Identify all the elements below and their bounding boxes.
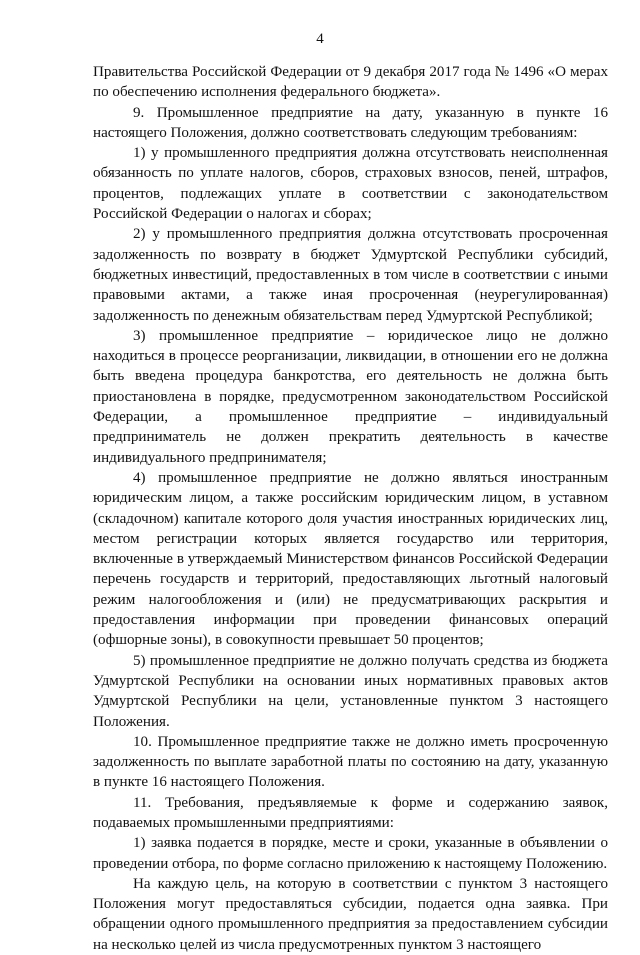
paragraph-item-11: 11. Требования, предъявляемые к форме и содержанию заявок, подаваемых промышленными предприятиями: <box>93 794 608 831</box>
paragraph-one-application-per-goal: На каждую цель, на которую в соответствии с пунктом 3 настоящего Положения могут предоставляться субсидии, подается одна заявка. При обращении одного промышленного предприятия за предоставлением субсидии на несколько целей из числа предусмотренных пунктом 3 настоящего <box>93 875 608 953</box>
paragraph-subitem-5: 5) промышленное предприятие не должно получать средства из бюджета Удмуртской Республики на основании иных нормативных правовых актов Удмуртской Республики на цели, установленные пунктом 3 настоящего Положения. <box>93 652 608 730</box>
document-body <box>93 62 608 955</box>
paragraph-subitem-2: 2) у промышленного предприятия должна отсутствовать просроченная задолженность по возврату в бюджет Удмуртской Республики субсидий, бюджетных инвестиций, предоставленных в том числе в соответствии с иными правовыми актами, а также иная просроченная (неурегулированная) задолженность по денежным обязательствам перед Удмуртской Республикой; <box>93 226 608 324</box>
paragraph-item-9: 9. Промышленное предприятие на дату, указанную в пункте 16 настоящего Положения, должно соответствовать следующим требованиям: <box>93 104 608 141</box>
paragraph-item-10: 10. Промышленное предприятие также не должно иметь просроченную задолженность по выплате заработной платы по состоянию на дату, указанную в пункте 16 настоящего Положения. <box>93 733 608 791</box>
paragraph-subitem-4: 4) промышленное предприятие не должно являться иностранным юридическим лицом, а также российским юридическим лицом, в уставном (складочном) капитале которого доля участия иностранных юридических лиц, местом регистрации которых является государство или территория, включенные в утверждаемый Министерством финансов Российской Федерации перечень государств и территорий, предоставляющих льготный налоговый режим налогообложения и (или) не предусматривающих раскрытия и предоставления информации при проведении финансовых операций (офшорные зоны), в совокупности превышает 50 процентов; <box>93 469 608 649</box>
paragraph-subitem-3: 3) промышленное предприятие – юридическое лицо не должно находиться в процессе реорганизации, ликвидации, в отношении его не должна быть введена процедура банкротства, его деятельность не должна быть приостановлена в порядке, предусмотренном законодательством Российской Федерации, а промышленное предприятие – индивидуальный предприниматель не должен прекратить деятельность в качестве индивидуального предпринимателя; <box>93 327 608 466</box>
paragraph-subitem-1: 1) у промышленного предприятия должна отсутствовать неисполненная обязанность по уплате налогов, сборов, страховых взносов, пеней, штрафов, процентов, подлежащих уплате в соответствии с законодательством Российской Федерации о налогах и сборах; <box>93 145 608 223</box>
paragraph-item-11-subitem-1: 1) заявка подается в порядке, месте и сроки, указанные в объявлении о проведении отбора, по форме согласно приложению к настоящему Положению. <box>93 835 608 872</box>
page-number: 4 <box>316 31 324 47</box>
paragraph-continuation: Правительства Российской Федерации от 9 декабря 2017 года № 1496 «О мерах по обеспечению исполнения федерального бюджета». <box>93 64 608 101</box>
